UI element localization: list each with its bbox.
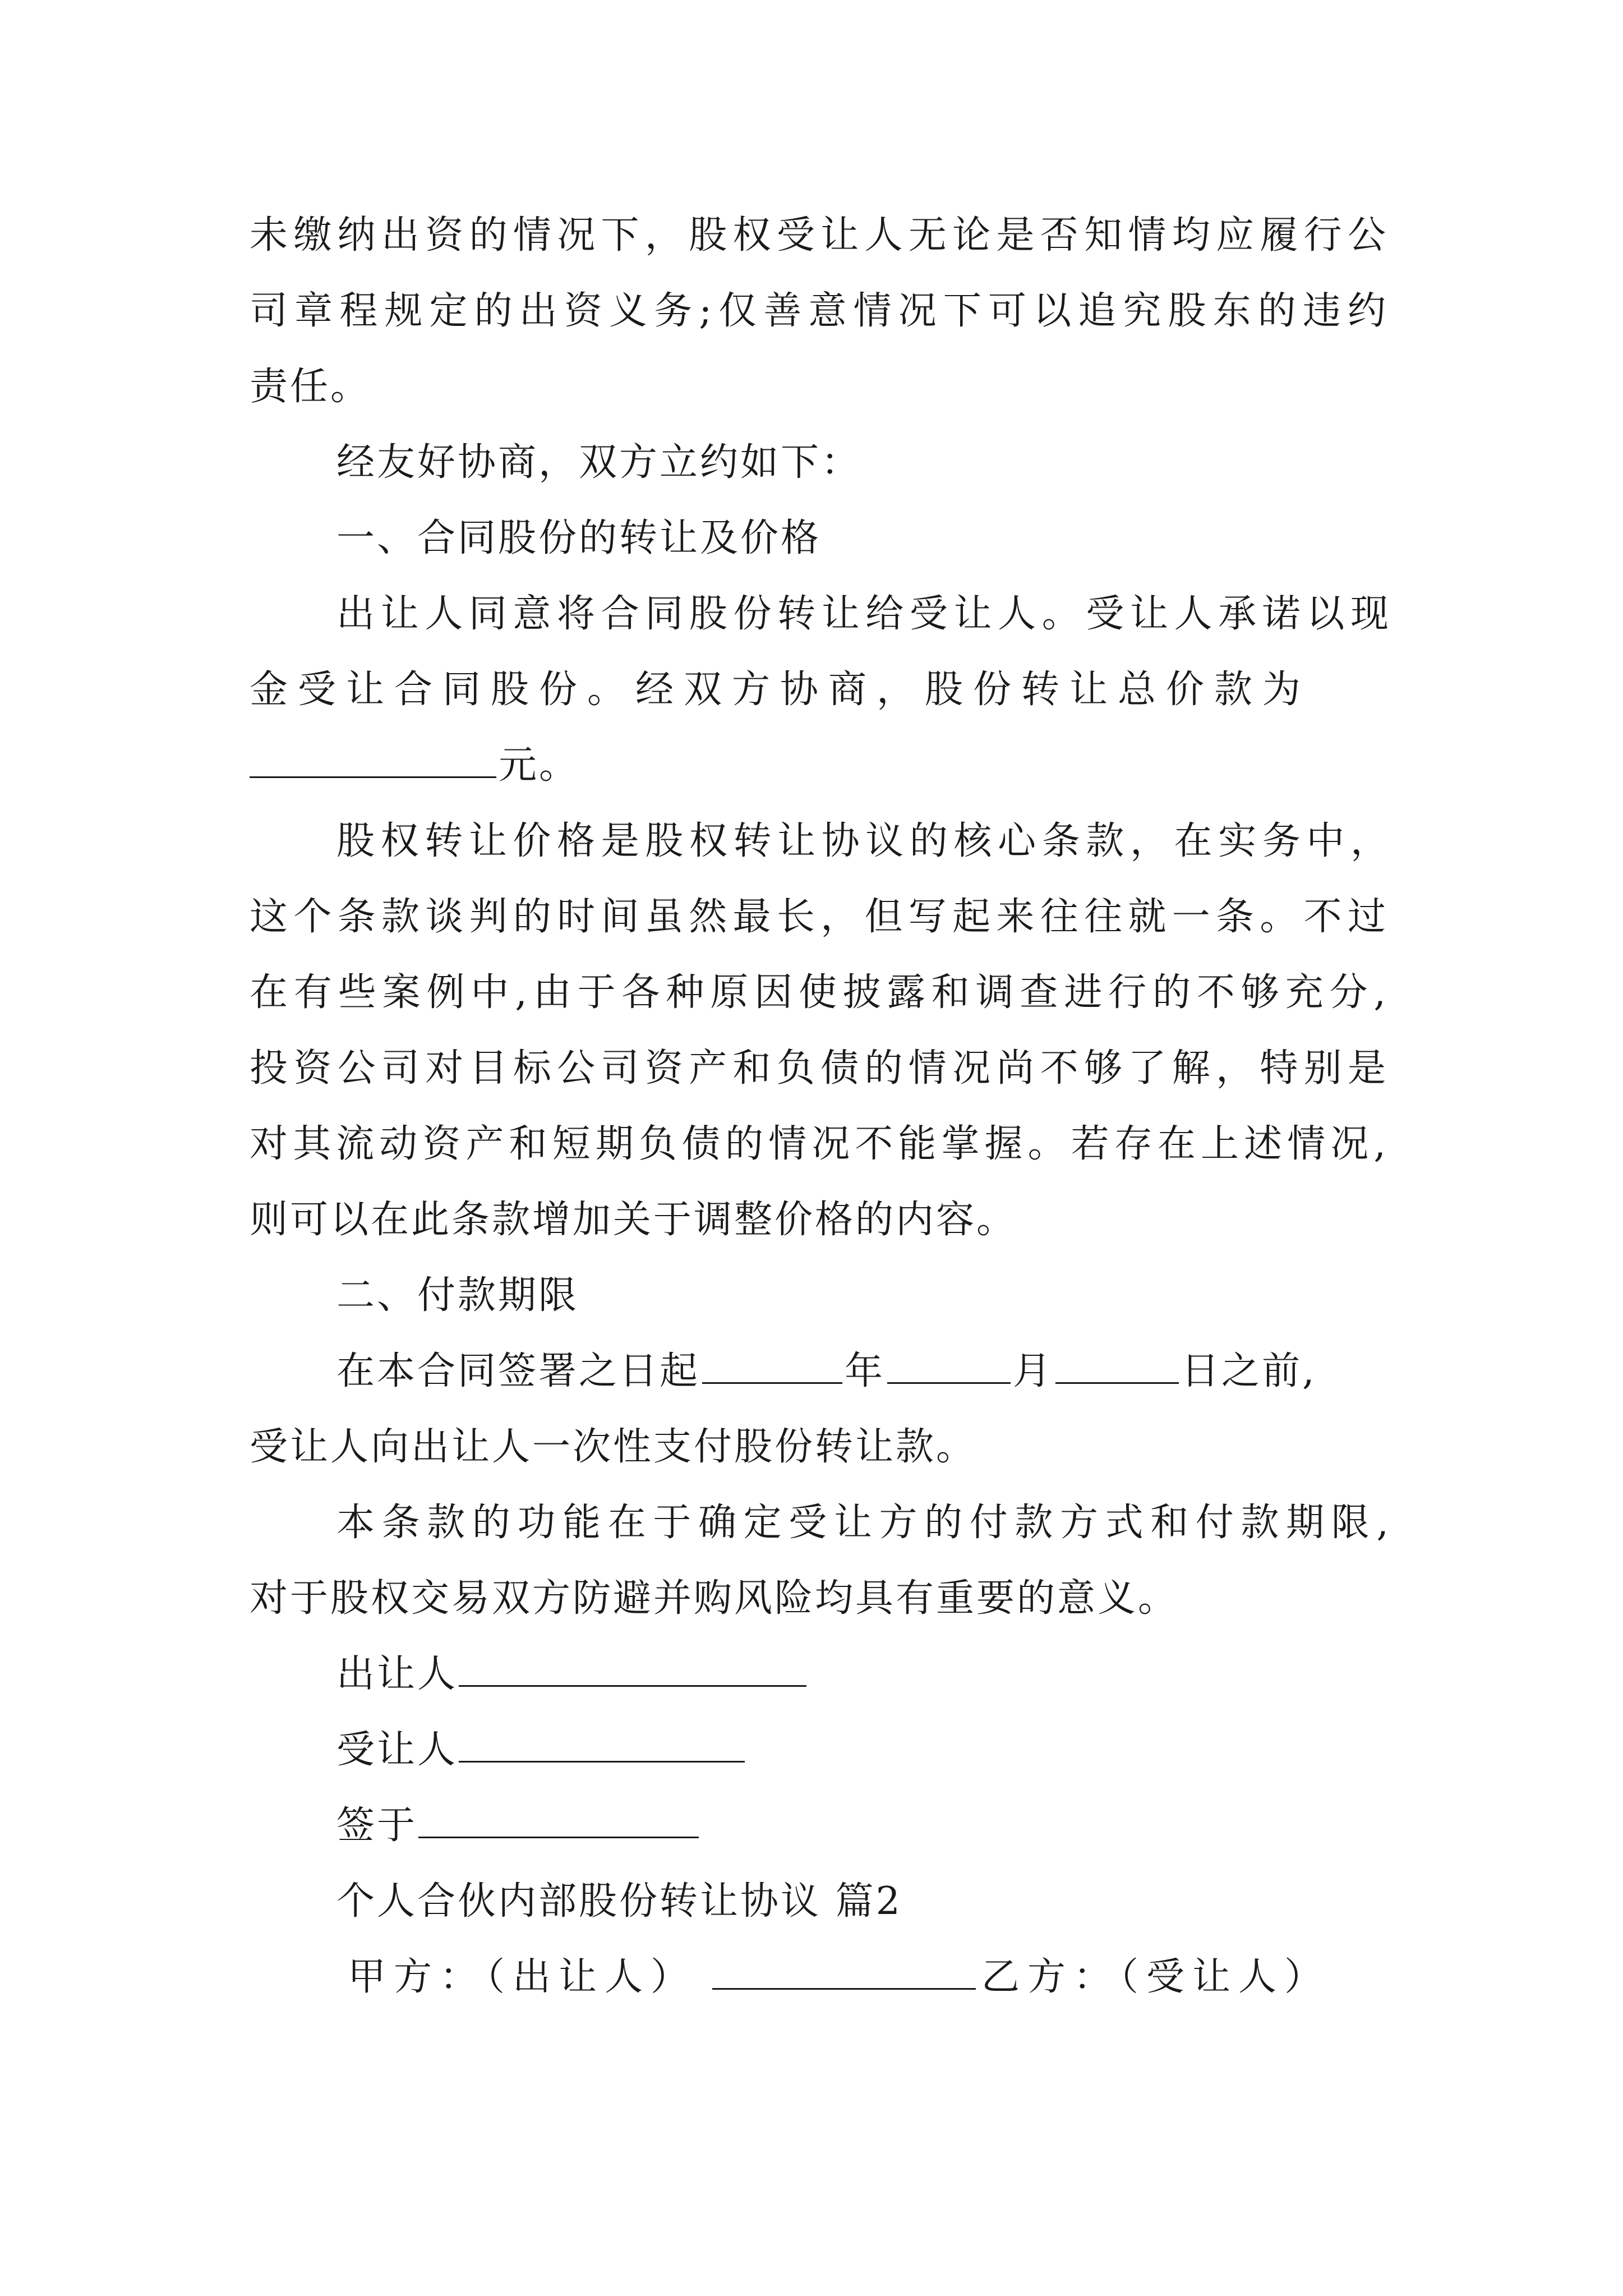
signed-at-label: 签于 (336, 1803, 418, 1848)
paragraph-line: 对于股权交易双方防避并购风险均具有重要的意义。 (250, 1576, 1179, 1621)
parties-line (348, 1949, 1391, 2005)
paragraph-line: 这个条款谈判的时间虽然最长，但写起来往往就一条。不过 (250, 895, 1388, 939)
day-label: 日之前, (1181, 1349, 1317, 1393)
paragraph-line: 出让人同意将合同股份转让给受让人。受让人承诺以现 (336, 592, 1391, 636)
transferor-blank[interactable] (459, 1648, 806, 1687)
year-label: 年 (845, 1349, 886, 1393)
paragraph-line: 投资公司对目标公司资产和负债的情况尚不够了解，特别是 (250, 1046, 1388, 1091)
party-b-label: 乙方：（受让人） (981, 1955, 1331, 1999)
year-blank[interactable] (702, 1345, 842, 1384)
month-blank[interactable] (887, 1345, 1011, 1384)
paragraph-line: 经友好协商，双方立约如下： (336, 440, 862, 485)
transferee-label: 受让人 (336, 1728, 458, 1772)
price-blank[interactable] (250, 739, 496, 778)
day-blank[interactable] (1055, 1345, 1179, 1384)
paragraph-line: 在有些案例中,由于各种原因使披露和调查进行的不够充分, (250, 970, 1388, 1015)
paragraph-line: 司章程规定的出资义务;仅善意情况下可以追究股东的违约 (250, 289, 1388, 333)
payment-prefix: 在本合同签署之日起 (336, 1349, 700, 1393)
paragraph-line: 未缴纳出资的情况下，股权受让人无论是否知情均应履行公 (250, 213, 1388, 257)
section-heading: 二、付款期限 (336, 1273, 579, 1318)
party-a-blank[interactable] (712, 1951, 976, 1990)
signed-at-blank[interactable] (418, 1800, 699, 1838)
currency-unit: 元。 (499, 743, 580, 788)
paragraph-line: 责任。 (250, 365, 371, 409)
party-a-label: 甲方：（出让人） (348, 1955, 697, 1999)
paragraph-line: 则可以在此条款增加关于调整价格的内容。 (250, 1198, 1017, 1242)
paragraph-line: 对其流动资产和短期负债的情况不能掌握。若存在上述情况, (250, 1122, 1388, 1166)
paragraph-line: 受让人向出让人一次性支付股份转让款。 (250, 1425, 977, 1469)
transferee-blank[interactable] (459, 1724, 745, 1763)
month-label: 月 (1013, 1349, 1054, 1393)
transferee-signature-line (336, 1722, 1391, 1778)
price-blank-line (250, 738, 1388, 794)
transferor-label: 出让人 (336, 1652, 458, 1696)
payment-deadline-line (336, 1343, 1391, 1400)
transferor-signature-line (336, 1646, 1391, 1703)
signed-at-line (336, 1798, 1391, 1854)
paragraph-line: 本条款的功能在于确定受让方的付款方式和付款期限, (336, 1501, 1391, 1545)
paragraph-line: 股权转让价格是股权转让协议的核心条款，在实务中， (336, 819, 1391, 863)
section-heading: 一、合同股份的转让及价格 (336, 516, 822, 560)
paragraph-line: 金受让合同股份。经双方协商，股份转让总价款为 (250, 668, 1311, 712)
agreement-heading: 个人合伙内部股份转让协议 篇2 (336, 1879, 902, 1924)
